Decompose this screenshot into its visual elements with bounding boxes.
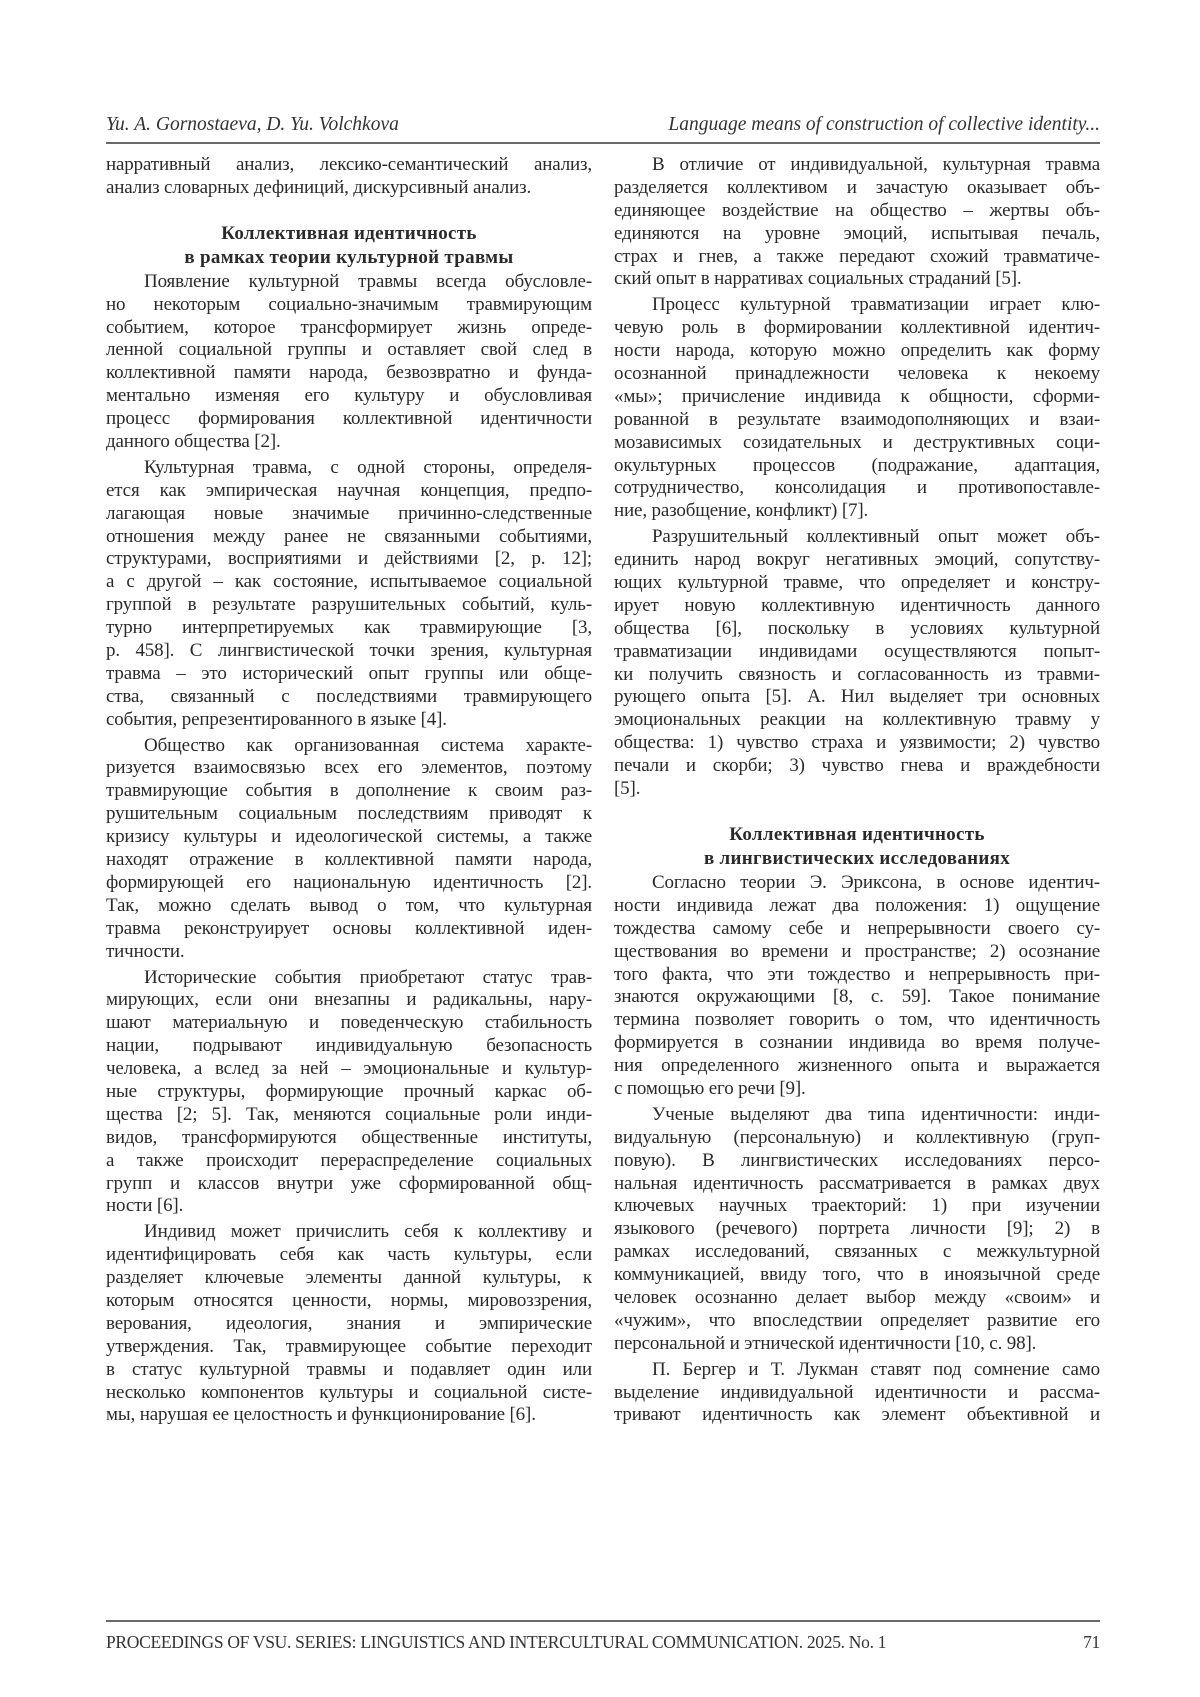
text-line: щества [2; 5]. Так, меняются социальные роли инди- [106, 1104, 592, 1127]
paragraph [106, 457, 592, 732]
text-line: «чужим», что впоследствии определяет развитие его [614, 1310, 1100, 1333]
text-line: события, репрезентированного в языке [4]. [106, 709, 592, 732]
journal-name: PROCEEDINGS OF VSU. SERIES: LINGUISTICS AND INTERCULTURAL COMMUNICATION. 2025. No. 1 [106, 1630, 886, 1654]
text-line: Исторические события приобретают статус трав- [106, 967, 592, 990]
text-line: ности народа, которую можно определить как форму [614, 340, 1100, 363]
text-line: коллективной памяти народа, безвозвратно и фунда- [106, 362, 592, 385]
text-line: знаются окружающими [8, с. 59]. Такое понимание [614, 986, 1100, 1009]
text-line: травма – это исторический опыт группы или обще- [106, 663, 592, 686]
left-column [106, 154, 592, 1430]
running-header-authors: Yu. A. Gornostaeva, D. Yu. Volchkova [106, 112, 399, 138]
text-line: печали и скорби; 3) чувство гнева и враждебности [614, 755, 1100, 778]
text-line: единить народ вокруг негативных эмоций, сопутству- [614, 549, 1100, 572]
text-line: ние, разобщение, конфликт) [7]. [614, 500, 1100, 523]
text-line: В отличие от индивидуальной, культурная травма [614, 154, 1100, 177]
text-line: отношения между ранее не связанными событиями, [106, 526, 592, 549]
text-line: тривают идентичность как элемент объективной и [614, 1404, 1100, 1427]
header-rule [106, 142, 1100, 144]
text-line: тождества самому себе и непрерывности своего су- [614, 918, 1100, 941]
text-line: верования, идеология, знания и эмпирические [106, 1313, 592, 1336]
footer-rule [106, 1620, 1100, 1622]
text-line: событием, которое трансформирует жизнь опреде- [106, 317, 592, 340]
text-line: окультурных процессов (подражание, адаптация, [614, 455, 1100, 478]
text-line: p. 458]. С лингвистической точки зрения, культурная [106, 640, 592, 663]
text-line: эмоциональных реакции на коллективную травму у [614, 709, 1100, 732]
paragraph [614, 1104, 1100, 1356]
text-line: которым относятся ценности, нормы, мировоззрения, [106, 1290, 592, 1313]
section-heading-line: Коллективная идентичность [106, 222, 592, 246]
text-line: анализ словарных дефиниций, дискурсивный анализ. [106, 177, 592, 200]
text-line: страх и гнев, а также передают схожий травматиче- [614, 246, 1100, 269]
paragraph [614, 294, 1100, 523]
text-line: [5]. [614, 778, 1100, 801]
paragraph [106, 967, 592, 1219]
text-line: данного общества [2]. [106, 431, 592, 454]
paragraph [106, 735, 592, 964]
text-line: ности [6]. [106, 1195, 592, 1218]
text-line: утверждения. Так, травмирующее событие переходит [106, 1336, 592, 1359]
paragraph [614, 872, 1100, 1101]
running-header-title: Language means of construction of collective identity... [668, 112, 1100, 138]
text-line: мирующих, если они внезапны и радикальны, нару- [106, 989, 592, 1012]
text-line: а с другой – как состояние, испытываемое социальной [106, 571, 592, 594]
text-line: мы, нарушая ее целостность и функционирование [6]. [106, 1404, 592, 1427]
text-line: коммуникацией, ввиду того, что в иноязычной среде [614, 1264, 1100, 1287]
section-heading-line: в лингвистических исследованиях [614, 847, 1100, 871]
text-line: языкового (речевого) портрета личности [9]; 2) в [614, 1218, 1100, 1241]
text-line: сотрудничество, консолидация и противопоставле- [614, 477, 1100, 500]
page-footer [106, 1630, 1100, 1654]
text-line: выделение индивидуальной идентичности и рассма- [614, 1382, 1100, 1405]
paragraph [106, 1221, 592, 1427]
text-line: Общество как организованная система характе- [106, 735, 592, 758]
text-line: ирует новую коллективную идентичность данного [614, 595, 1100, 618]
text-line: ки получить связность и согласованность из травми- [614, 664, 1100, 687]
text-line: мозависимых созидательных и деструктивных соци- [614, 432, 1100, 455]
text-line: «мы»; причисление индивида к общности, сформи- [614, 386, 1100, 409]
text-line: осознанной принадлежности человека к некоему [614, 363, 1100, 386]
text-line: Ученые выделяют два типа идентичности: инди- [614, 1104, 1100, 1127]
right-column [614, 154, 1100, 1430]
text-line: формирующей его национальную идентичность [2]. [106, 872, 592, 895]
text-line: в статус культурной травмы и подавляет один или [106, 1359, 592, 1382]
text-line: ные структуры, формирующие прочный каркас об- [106, 1081, 592, 1104]
text-line: рушительным социальным последствиям приводят к [106, 803, 592, 826]
text-line: нации, подрывают индивидуальную безопасность [106, 1035, 592, 1058]
text-line: рамках исследований, связанных с межкультурной [614, 1241, 1100, 1264]
section-heading [106, 222, 592, 270]
text-line: единяющее воздействие на общество – жертвы объ- [614, 200, 1100, 223]
text-line: травмирующие события в дополнение к своим раз- [106, 780, 592, 803]
text-line: ния определенного жизненного опыта и выражается [614, 1055, 1100, 1078]
text-line: разделяется коллективом и зачастую оказывает объ- [614, 177, 1100, 200]
text-line: шают материальную и поведенческую стабильность [106, 1012, 592, 1035]
text-line: общества: 1) чувство страха и уязвимости; 2) чувство [614, 732, 1100, 755]
text-line: ленной социальной группы и оставляет свой след в [106, 339, 592, 362]
text-line: но некоторым социально-значимым травмирующим [106, 294, 592, 317]
text-line: нальная идентичность рассматривается в рамках двух [614, 1173, 1100, 1196]
text-line: Появление культурной травмы всегда обусловле- [106, 271, 592, 294]
text-line: разделяет ключевые элементы данной культуры, к [106, 1267, 592, 1290]
text-line: Процесс культурной травматизации играет клю- [614, 294, 1100, 317]
paragraph [614, 154, 1100, 291]
paragraph [106, 154, 592, 200]
text-line: П. Бергер и Т. Лукман ставят под сомнение само [614, 1359, 1100, 1382]
paragraph [614, 526, 1100, 801]
text-line: Согласно теории Э. Эриксона, в основе идентич- [614, 872, 1100, 895]
text-line: группой в результате разрушительных событий, куль- [106, 594, 592, 617]
text-line: турно интерпретируемых как травмирующие [3, [106, 617, 592, 640]
text-line: несколько компонентов культуры и социальной систе- [106, 1382, 592, 1405]
text-line: Культурная травма, с одной стороны, определя- [106, 457, 592, 480]
section-heading-line: в рамках теории культурной травмы [106, 246, 592, 270]
text-line: тичности. [106, 941, 592, 964]
text-line: с помощью его речи [9]. [614, 1078, 1100, 1101]
text-line: Так, можно сделать вывод о том, что культурная [106, 895, 592, 918]
text-line: Разрушительный коллективный опыт может объ- [614, 526, 1100, 549]
text-line: а также происходит перераспределение социальных [106, 1150, 592, 1173]
text-line: ключевых научных траекторий: 1) при изучении [614, 1195, 1100, 1218]
paragraph [614, 1359, 1100, 1428]
text-line: ский опыт в нарративах социальных страданий [5]. [614, 268, 1100, 291]
section-heading [614, 823, 1100, 871]
text-line: рующего опыта [5]. А. Нил выделяет три основных [614, 686, 1100, 709]
text-line: видов, трансформируются общественные институты, [106, 1127, 592, 1150]
text-line: групп и классов внутри уже сформированной общ- [106, 1173, 592, 1196]
text-line: ства, связанный с последствиями травмирующего [106, 686, 592, 709]
text-line: ментально изменяя его культуру и обусловливая [106, 385, 592, 408]
text-line: формируется в сознании индивида во время получе- [614, 1032, 1100, 1055]
text-line: травматизации индивидами осуществляются попыт- [614, 641, 1100, 664]
text-line: идентифицировать себя как часть культуры, если [106, 1244, 592, 1267]
text-line: травма реконструирует основы коллективной иден- [106, 918, 592, 941]
text-line: общества [6], поскольку в условиях культурной [614, 618, 1100, 641]
text-line: находят отражение в коллективной памяти народа, [106, 849, 592, 872]
text-line: видуальную (персональную) и коллективную (груп- [614, 1127, 1100, 1150]
text-line: ществования во времени и пространстве; 2) осознание [614, 941, 1100, 964]
text-line: ризуется взаимосвязью всех его элементов, поэтому [106, 757, 592, 780]
text-line: человек осознанно делает выбор между «своим» и [614, 1287, 1100, 1310]
text-line: нарративный анализ, лексико-семантический анализ, [106, 154, 592, 177]
text-line: единяются на уровне эмоций, испытывая печаль, [614, 223, 1100, 246]
text-line: чевую роль в формировании коллективной идентич- [614, 317, 1100, 340]
text-line: ется как эмпирическая научная концепция, предпо- [106, 480, 592, 503]
text-line: Индивид может причислить себя к коллективу и [106, 1221, 592, 1244]
text-line: повую). В лингвистических исследованиях персо- [614, 1150, 1100, 1173]
text-line: человека, а вслед за ней – эмоциональные и культур- [106, 1058, 592, 1081]
text-line: того факта, что эти тождество и непрерывность при- [614, 964, 1100, 987]
section-heading-line: Коллективная идентичность [614, 823, 1100, 847]
text-line: персональной и этнической идентичности [10, с. 98]. [614, 1333, 1100, 1356]
paragraph [106, 271, 592, 454]
text-line: процесс формирования коллективной идентичности [106, 408, 592, 431]
text-line: лагающая новые значимые причинно-следственные [106, 503, 592, 526]
text-line: ющих культурной травме, что определяет и констру- [614, 572, 1100, 595]
page-number: 71 [1083, 1630, 1100, 1654]
text-line: рованной в результате взаимодополняющих и взаи- [614, 409, 1100, 432]
text-line: ности индивида лежат два положения: 1) ощущение [614, 895, 1100, 918]
text-line: кризису культуры и идеологической системы, а также [106, 826, 592, 849]
text-line: структурами, восприятиями и действиями [2, p. 12]; [106, 548, 592, 571]
text-line: термина позволяет говорить о том, что идентичность [614, 1009, 1100, 1032]
